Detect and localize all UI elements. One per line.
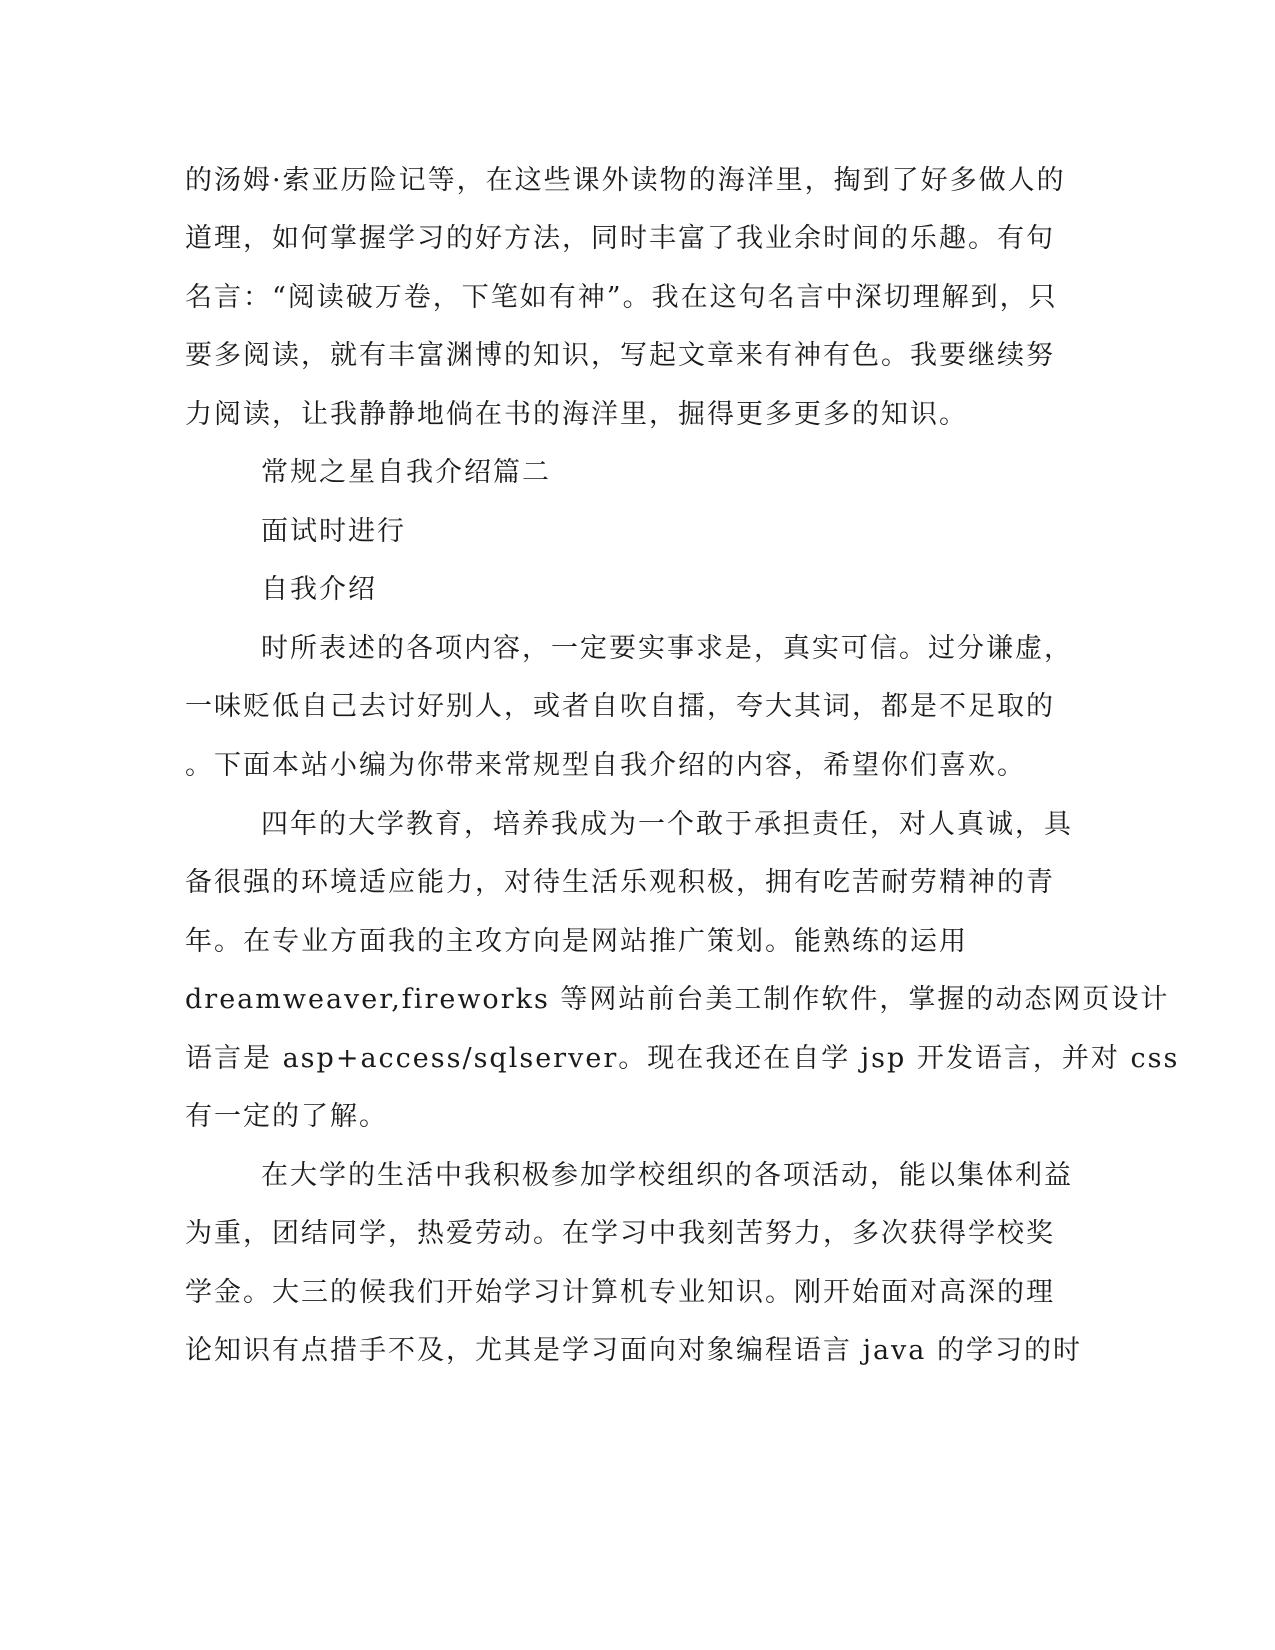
text-line: 学金。大三的候我们开始学习计算机专业知识。刚开始面对高深的理 (185, 1277, 1055, 1308)
section-heading: 常规之星自我介绍篇二 (261, 457, 551, 488)
text-line: 力阅读，让我静静地倘在书的海洋里，掘得更多更多的知识。 (185, 399, 968, 430)
text-line: 语言是 asp+access/sqlserver。现在我还在自学 jsp 开发语言，并对 css (185, 1043, 1180, 1074)
text-line: 道理，如何掌握学习的好方法，同时丰富了我业余时间的乐趣。有句 (185, 223, 1055, 254)
text-line: 面试时进行 (261, 516, 406, 547)
text-line: 的汤姆·索亚历险记等，在这些课外读物的海洋里，掏到了好多做人的 (185, 165, 1066, 196)
text-line: 有一定的了解。 (185, 1101, 388, 1132)
paragraph-start: 四年的大学教育，培养我成为一个敢于承担责任，对人真诚，具 (261, 809, 1073, 840)
text-line: 一味贬低自己去讨好别人，或者自吹自擂，夸大其词，都是不足取的 (185, 691, 1055, 722)
text-line: 为重，团结同学，热爱劳动。在学习中我刻苦努力，多次获得学校奖 (185, 1218, 1055, 1249)
text-line: 备很强的环境适应能力，对待生活乐观积极，拥有吃苦耐劳精神的青 (185, 867, 1055, 898)
text-line: 要多阅读，就有丰富渊博的知识，写起文章来有神有色。我要继续努 (185, 340, 1055, 371)
paragraph-start: 在大学的生活中我积极参加学校组织的各项活动，能以集体利益 (261, 1160, 1073, 1191)
text-line: 年。在专业方面我的主攻方向是网站推广策划。能熟练的运用 (185, 926, 968, 957)
paragraph-start: 时所表述的各项内容，一定要实事求是，真实可信。过分谦虚， (261, 633, 1073, 664)
text-line: 自我介绍 (261, 574, 377, 605)
text-line: 。下面本站小编为你带来常规型自我介绍的内容，希望你们喜欢。 (185, 750, 1026, 781)
text-line: dreamweaver,fireworks 等网站前台美工制作软件，掌握的动态网页设计 (185, 984, 1170, 1015)
text-line: 名言：“阅读破万卷，下笔如有神”。我在这句名言中深切理解到，只 (185, 282, 1058, 313)
text-line: 论知识有点措手不及，尤其是学习面向对象编程语言 java 的学习的时 (185, 1335, 1082, 1366)
